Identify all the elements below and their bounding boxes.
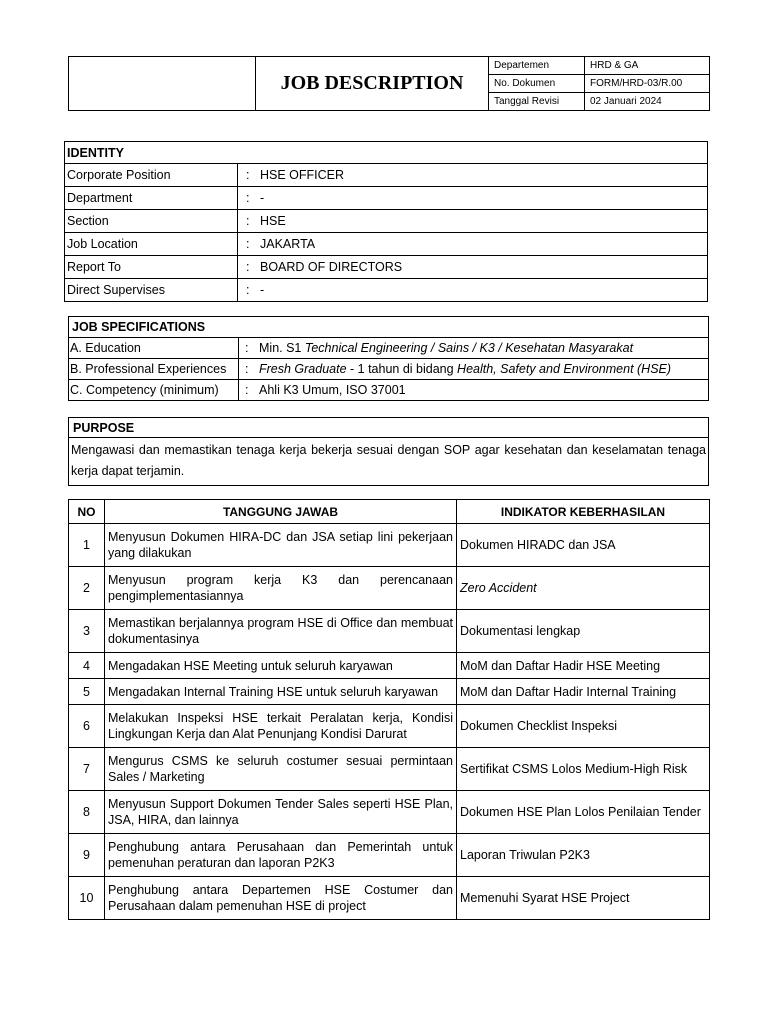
identity-heading: IDENTITY <box>65 142 708 164</box>
logo-area <box>69 57 256 111</box>
purpose-text: Mengawasi dan memastikan tenaga kerja bekerja sesuai dengan SOP agar kesehatan dan keselamatan tenaga kerja dapat terjamin. <box>69 438 709 486</box>
identity-value-cell <box>238 187 708 210</box>
identity-label: Report To <box>65 256 238 279</box>
table-row <box>69 567 710 610</box>
identity-row <box>65 279 708 302</box>
row-task: Memastikan berjalannya program HSE di Office dan membuat dokumentasinya <box>105 610 457 653</box>
identity-value: JAKARTA <box>260 237 316 251</box>
row-number: 8 <box>69 791 105 834</box>
row-task: Menyusun Support Dokumen Tender Sales seperti HSE Plan, JSA, HIRA, dan lainnya <box>105 791 457 834</box>
specs-heading: JOB SPECIFICATIONS <box>69 317 709 338</box>
spec-label: A. Education <box>69 338 239 359</box>
identity-value-cell <box>238 279 708 302</box>
separator: : <box>246 237 250 251</box>
spec-text-italic: Technical Engineering / Sains / K3 / Kesehatan Masyarakat <box>304 341 634 355</box>
identity-value: - <box>260 283 265 297</box>
table-row <box>69 653 710 679</box>
purpose-table <box>68 417 709 486</box>
separator: : <box>246 283 250 297</box>
meta-key: No. Dokumen <box>489 75 585 93</box>
document-header <box>68 56 710 111</box>
separator: : <box>245 383 249 397</box>
meta-value: 02 Januari 2024 <box>585 93 710 111</box>
spec-label: B. Professional Experiences <box>69 359 239 380</box>
identity-value: HSE <box>260 214 286 228</box>
identity-row <box>65 164 708 187</box>
row-indicator: Dokumen HSE Plan Lolos Penilaian Tender <box>457 791 710 834</box>
identity-value: - <box>260 191 265 205</box>
responsibilities-table <box>68 499 710 920</box>
spec-row <box>69 359 709 380</box>
spec-value <box>239 338 709 359</box>
table-row <box>69 705 710 748</box>
row-indicator: Memenuhi Syarat HSE Project <box>457 877 710 920</box>
identity-value: HSE OFFICER <box>260 168 345 182</box>
row-number: 9 <box>69 834 105 877</box>
table-row <box>69 610 710 653</box>
identity-row <box>65 210 708 233</box>
identity-value: BOARD OF DIRECTORS <box>260 260 403 274</box>
row-indicator: Laporan Triwulan P2K3 <box>457 834 710 877</box>
spec-text-italic: Health, Safety and Environment (HSE) <box>457 362 672 376</box>
row-task: Penghubung antara Perusahaan dan Pemerintah untuk pemenuhan peraturan dan laporan P2K3 <box>105 834 457 877</box>
row-task: Mengadakan HSE Meeting untuk seluruh karyawan <box>105 653 457 679</box>
row-indicator: Sertifikat CSMS Lolos Medium-High Risk <box>457 748 710 791</box>
meta-key: Tanggal Revisi <box>489 93 585 111</box>
identity-row <box>65 187 708 210</box>
identity-value-cell <box>238 164 708 187</box>
identity-label: Corporate Position <box>65 164 238 187</box>
row-number: 6 <box>69 705 105 748</box>
row-number: 2 <box>69 567 105 610</box>
column-header-indicator: INDIKATOR KEBERHASILAN <box>457 500 710 524</box>
row-task: Menyusun Dokumen HIRA-DC dan JSA setiap lini pekerjaan yang dilakukan <box>105 524 457 567</box>
spec-label: C. Competency (minimum) <box>69 380 239 401</box>
spec-text: Min. S1 <box>259 341 305 355</box>
separator: : <box>245 341 249 355</box>
row-task: Mengadakan Internal Training HSE untuk seluruh karyawan <box>105 679 457 705</box>
identity-value-cell <box>238 210 708 233</box>
identity-label: Department <box>65 187 238 210</box>
row-number: 4 <box>69 653 105 679</box>
identity-label: Direct Supervises <box>65 279 238 302</box>
column-header-no: NO <box>69 500 105 524</box>
row-indicator: Dokumen HIRADC dan JSA <box>457 524 710 567</box>
separator: : <box>246 191 250 205</box>
row-indicator: MoM dan Daftar Hadir HSE Meeting <box>457 653 710 679</box>
spec-text: - 1 tahun di bidang <box>346 362 458 376</box>
table-row <box>69 748 710 791</box>
spec-value <box>239 359 709 380</box>
column-header-task: TANGGUNG JAWAB <box>105 500 457 524</box>
row-indicator <box>457 567 710 610</box>
spec-text-italic: Fresh Graduate <box>259 362 347 376</box>
table-row <box>69 679 710 705</box>
separator: : <box>246 260 250 274</box>
meta-value: FORM/HRD-03/R.00 <box>585 75 710 93</box>
row-indicator-italic: Zero Accident <box>460 581 537 595</box>
separator: : <box>246 214 250 228</box>
table-row <box>69 524 710 567</box>
spec-text: Ahli K3 Umum, ISO 37001 <box>259 383 406 397</box>
identity-label: Job Location <box>65 233 238 256</box>
job-specifications-table <box>68 316 709 401</box>
separator: : <box>246 168 250 182</box>
row-number: 3 <box>69 610 105 653</box>
row-number: 1 <box>69 524 105 567</box>
identity-label: Section <box>65 210 238 233</box>
row-task: Penghubung antara Departemen HSE Costumer dan Perusahaan dalam pemenuhan HSE di project <box>105 877 457 920</box>
row-indicator: Dokumentasi lengkap <box>457 610 710 653</box>
meta-value: HRD & GA <box>585 57 710 75</box>
identity-row <box>65 233 708 256</box>
row-task: Mengurus CSMS ke seluruh costumer sesuai permintaan Sales / Marketing <box>105 748 457 791</box>
purpose-heading: PURPOSE <box>69 418 709 438</box>
row-task: Menyusun program kerja K3 dan perencanaan pengimplementasiannya <box>105 567 457 610</box>
spec-row <box>69 380 709 401</box>
row-number: 5 <box>69 679 105 705</box>
table-row <box>69 791 710 834</box>
meta-key: Departemen <box>489 57 585 75</box>
table-header-row <box>69 500 710 524</box>
identity-table <box>64 141 708 302</box>
identity-value-cell <box>238 256 708 279</box>
spec-row <box>69 338 709 359</box>
table-row <box>69 877 710 920</box>
row-task: Melakukan Inspeksi HSE terkait Peralatan kerja, Kondisi Lingkungan Kerja dan Alat Penunjang Kondisi Darurat <box>105 705 457 748</box>
page-title: JOB DESCRIPTION <box>256 57 489 111</box>
row-number: 10 <box>69 877 105 920</box>
separator: : <box>245 362 249 376</box>
spec-value <box>239 380 709 401</box>
row-indicator: MoM dan Daftar Hadir Internal Training <box>457 679 710 705</box>
identity-row <box>65 256 708 279</box>
row-indicator: Dokumen Checklist Inspeksi <box>457 705 710 748</box>
table-row <box>69 834 710 877</box>
identity-value-cell <box>238 233 708 256</box>
row-number: 7 <box>69 748 105 791</box>
